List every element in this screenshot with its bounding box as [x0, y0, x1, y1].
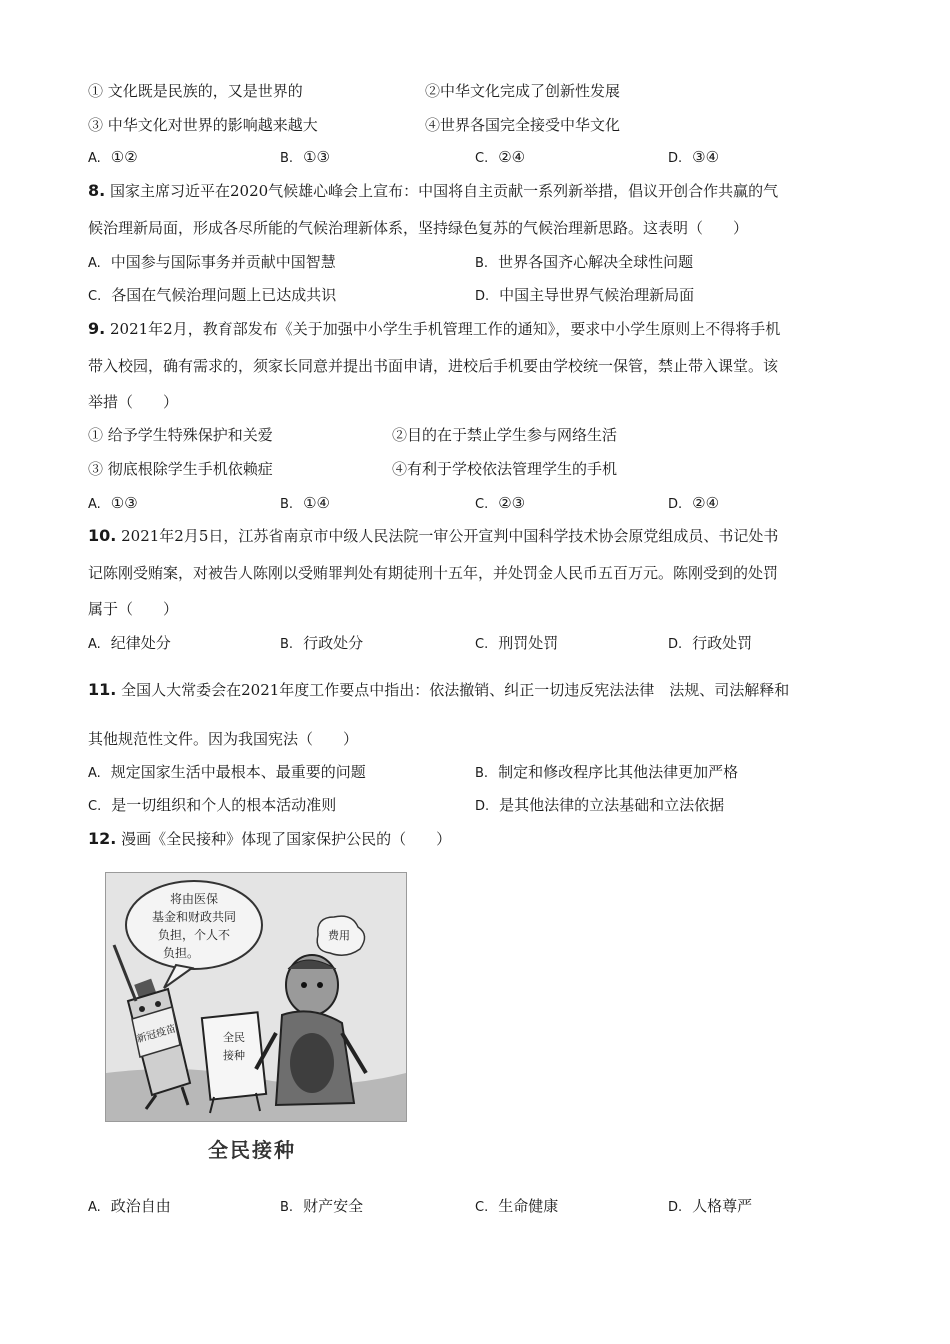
sign-text-2: 接种 — [223, 1049, 245, 1062]
q11-option-c[interactable]: C. 是一切组织和个人的根本活动准则 — [88, 796, 337, 814]
q11-option-d[interactable]: D. 是其他法律的立法基础和立法依据 — [475, 796, 725, 814]
bottle-label-text: 新冠疫苗 — [135, 1023, 178, 1046]
cartoon-drawing — [106, 873, 406, 1121]
q7-option-c[interactable]: C. ②④ — [475, 148, 526, 166]
q9-statement-4: ④有利于学校依法管理学生的手机 — [392, 460, 618, 478]
q7-option-b[interactable]: B. ①③ — [280, 148, 330, 166]
q10-number: 10. — [88, 526, 117, 545]
q8-option-d[interactable]: D. 中国主导世界气候治理新局面 — [475, 286, 695, 304]
q9-stem-line-3: 举措（ ） — [88, 393, 179, 411]
q10-option-c[interactable]: C. 刑罚处罚 — [475, 634, 559, 652]
q12-option-b[interactable]: B. 财产安全 — [280, 1197, 364, 1215]
speech-bubble-text-2: 基金和财政共同 — [151, 910, 237, 924]
q9-option-d[interactable]: D. ②④ — [668, 494, 720, 512]
q8-option-a[interactable]: A. 中国参与国际事务并贡献中国智慧 — [88, 253, 336, 271]
q9-option-c[interactable]: C. ②③ — [475, 494, 526, 512]
q7-statement-2: ②中华文化完成了创新性发展 — [425, 82, 621, 100]
q9-option-a[interactable]: A. ①③ — [88, 494, 138, 512]
q11-stem-line-1: 11. 全国人大常委会在2021年度工作要点中指出：依法撤销、纠正一切违反宪法法律 法规、司法解释和 — [88, 680, 790, 699]
q12-option-a[interactable]: A. 政治自由 — [88, 1197, 171, 1215]
q12-stem-line-1: 12. 漫画《全民接种》体现了国家保护公民的（ ） — [88, 829, 452, 848]
q7-statement-1: ① 文化既是民族的，又是世界的 — [88, 82, 303, 100]
q11-stem-line-2: 其他规范性文件。因为我国宪法（ ） — [88, 730, 359, 748]
q10-option-b[interactable]: B. 行政处分 — [280, 634, 364, 652]
speech-bubble-text-1: 将由医保 — [169, 892, 219, 906]
cartoon-image — [105, 872, 407, 1122]
thought-bubble-text: 费用 — [328, 929, 350, 942]
q8-option-b[interactable]: B. 世界各国齐心解决全球性问题 — [475, 253, 694, 271]
q10-option-a[interactable]: A. 纪律处分 — [88, 634, 171, 652]
q8-number: 8. — [88, 181, 106, 200]
q10-stem-line-2: 记陈刚受贿案，对被告人陈刚以受贿罪判处有期徒刑十五年，并处罚金人民币五百万元。陈刚受到的处罚 — [88, 564, 779, 582]
q11-number: 11. — [88, 680, 117, 699]
q7-option-a[interactable]: A. ①② — [88, 148, 138, 166]
q12-option-d[interactable]: D. 人格尊严 — [668, 1197, 753, 1215]
q9-statement-3: ③ 彻底根除学生手机依赖症 — [88, 460, 273, 478]
cartoon-caption: 全民接种 — [208, 1138, 296, 1162]
q10-option-d[interactable]: D. 行政处罚 — [668, 634, 753, 652]
q7-statement-3: ③ 中华文化对世界的影响越来越大 — [88, 116, 318, 134]
q7-option-d[interactable]: D. ③④ — [668, 148, 720, 166]
q9-stem-line-2: 带入校园，确有需求的，须家长同意并提出书面申请，进校后手机要由学校统一保管，禁止带入课堂。该 — [88, 357, 779, 375]
q8-stem-line-2: 候治理新局面，形成各尽所能的气候治理新体系，坚持绿色复苏的气候治理新思路。这表明（ ） — [88, 219, 749, 237]
q11-option-a[interactable]: A. 规定国家生活中最根本、最重要的问题 — [88, 763, 366, 781]
speech-bubble-text-3: 负担，个人不 — [157, 928, 231, 942]
q12-number: 12. — [88, 829, 117, 848]
q9-statement-1: ① 给予学生特殊保护和关爱 — [88, 426, 273, 444]
q7-statement-4: ④世界各国完全接受中华文化 — [425, 116, 621, 134]
q12-option-c[interactable]: C. 生命健康 — [475, 1197, 559, 1215]
speech-bubble-text-4: 负担。 — [162, 946, 200, 960]
q9-number: 9. — [88, 319, 106, 338]
q8-option-c[interactable]: C. 各国在气候治理问题上已达成共识 — [88, 286, 337, 304]
q10-stem-line-3: 属于（ ） — [88, 600, 179, 618]
q11-option-b[interactable]: B. 制定和修改程序比其他法律更加严格 — [475, 763, 739, 781]
sign-text-1: 全民 — [223, 1031, 245, 1044]
q8-stem-line-1: 8. 国家主席习近平在2020气候雄心峰会上宣布：中国将自主贡献一系列新举措，倡议开创合作共赢的气 — [88, 181, 779, 200]
q9-statement-2: ②目的在于禁止学生参与网络生活 — [392, 426, 618, 444]
q10-stem-line-1: 10. 2021年2月5日，江苏省南京市中级人民法院一审公开宣判中国科学技术协会原党组成员、书记处书 — [88, 526, 779, 545]
q9-stem-line-1: 9. 2021年2月，教育部发布《关于加强中小学生手机管理工作的通知》，要求中小学生原则上不得将手机 — [88, 319, 781, 338]
q9-option-b[interactable]: B. ①④ — [280, 494, 330, 512]
